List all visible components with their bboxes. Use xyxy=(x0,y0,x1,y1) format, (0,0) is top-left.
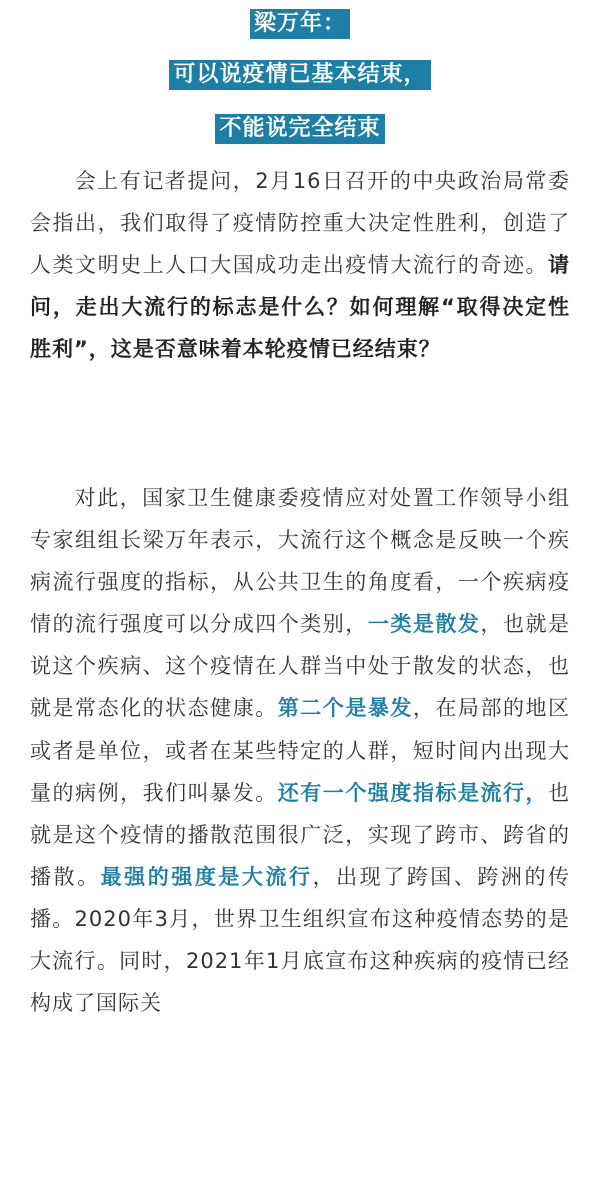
article-paragraph-1 xyxy=(30,160,570,370)
headline-subtitle-1: 可以说疫情已基本结束， xyxy=(169,60,430,90)
article-paragraph-2 xyxy=(30,477,570,1024)
paragraph-2-text-2: ，也就是说这个疾病、这个疫情在人群当中处于散发的状态，也就是常态化的状态健康。 xyxy=(30,612,571,721)
paragraph-1-question: 请问，走出大流行的标志是什么？如何理解“取得决定性胜利”，这是否意味着本轮疫情已经结束？ xyxy=(30,253,570,362)
category-outbreak: 第二个是暴发 xyxy=(277,696,413,721)
category-epidemic: 还有一个强度指标是流行， xyxy=(277,780,549,805)
paragraph-2-text-3: ，在局部的地区或者是单位，或者在某些特定的人群，短时间内出现大量的病例，我们叫暴发。 xyxy=(30,696,571,805)
category-sporadic: 一类是散发 xyxy=(367,612,481,637)
paragraph-2-text-4: 也就是这个疫情的播散范围很广泛，实现了跨市、跨省的播散。 xyxy=(30,780,571,889)
headline-line-1 xyxy=(0,9,600,39)
headline-line-2 xyxy=(0,60,600,90)
paragraph-2-text-5: ，出现了跨国、跨洲的传播。2020年3月，世界卫生组织宣布这种疫情态势的是大流行。同时，2021年1月底宣布这种疾病的疫情已经构成了国际关 xyxy=(30,864,571,1016)
category-pandemic: 最强的强度是大流行 xyxy=(100,864,313,889)
headline-title: 梁万年： xyxy=(250,9,350,39)
paragraph-2-intro: 对此，国家卫生健康委疫情应对处置工作领导小组专家组组长梁万年表示，大流行这个概念是反映一个疾病流行强度的指标，从公共卫生的角度看，一个疾病疫情的流行强度可以分成四个类别， xyxy=(30,486,570,637)
headline-subtitle-2: 不能说完全结束 xyxy=(215,114,384,144)
headline-line-3 xyxy=(0,114,600,144)
paragraph-1-text: 会上有记者提问，2月16日召开的中央政治局常委会指出，我们取得了疫情防控重大决定性胜利，创造了人类文明史上人口大国成功走出疫情大流行的奇迹。 xyxy=(30,169,570,278)
